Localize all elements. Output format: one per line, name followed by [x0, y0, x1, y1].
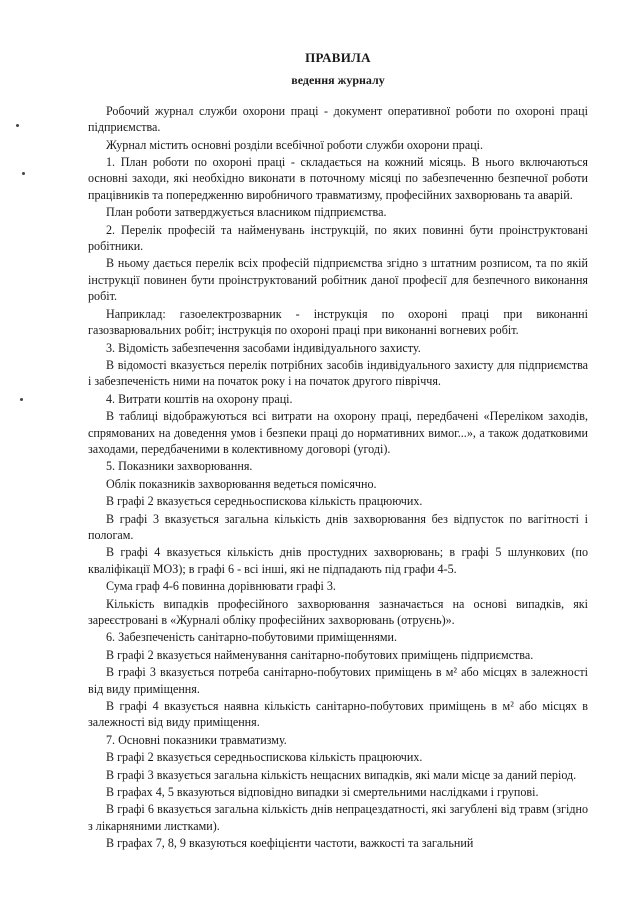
paragraph: В графах 7, 8, 9 вказуються коефіцієнти частоти, важкості та загальний [106, 836, 474, 851]
paragraph: 2. Перелік професій та найменувань інструкцій, по яких повинні бути проінструктовані робітники. [88, 222, 588, 254]
scan-speck [20, 398, 23, 401]
paragraph: В графі 2 вказується найменування санітарно-побутових приміщень підприємства. [106, 647, 534, 662]
paragraph: В відомості вказується перелік потрібних засобів індивідуального захисту для підприємства і забезпеченість ними на початок року і на початок другого півріччя. [88, 357, 588, 389]
paragraph: 5. Показники захворювання. [106, 459, 253, 474]
document-title: ПРАВИЛА [305, 50, 371, 65]
paragraph: В графі 4 вказується кількість днів простудних захворювань; в графі 5 шлункових (по кваліфікації МОЗ); в графі 6 - всі інші, які не підпадають під графи 4-5. [88, 545, 588, 576]
paragraph: В графі 3 вказується загальна кількість днів захворювання без відпусток по вагітності і пологам. [88, 511, 588, 542]
paragraph: В графі 2 вказується середньоспискова кількість працюючих. [106, 750, 423, 765]
paragraph: Журнал містить основні розділи всебічної роботи служби охорони праці. [106, 137, 484, 152]
paragraph: В ньому дається перелік всіх професій підприємства згідно з штатним розписом, та по якій інструкції повинен бути проінструктований робітник даної професії для безпечного виконання робіт. [88, 256, 588, 304]
paragraph: В графі 3 вказується загальна кількість нещасних випадків, які мали місце за даний період. [106, 767, 577, 782]
paragraph: 3. Відомість забезпечення засобами індивідуального захисту. [106, 340, 421, 355]
paragraph: В таблиці відображуються всі витрати на охорону праці, передбачені «Переліком заходів, спрямованих на доведення умов і безпеки праці до нормативних вимог...», а також додатковими заходами, передбаченими в колективному договорі (угоді). [88, 409, 588, 456]
scan-speck [22, 172, 25, 175]
paragraph: Облік показників захворювання ведеться помісячно. [106, 476, 377, 491]
paragraph: В графі 2 вказується середньоспискова кількість працюючих. [106, 494, 423, 509]
scan-speck [16, 124, 19, 127]
paragraph: 7. Основні показники травматизму. [106, 732, 287, 747]
paragraph: В графах 4, 5 вказуються відповідно випадки зі смертельними наслідками і групові. [106, 785, 539, 800]
paragraph: В графі 4 вказується наявна кількість санітарно-побутових приміщень в м² або місцях в залежності від виду приміщення. [88, 699, 588, 730]
document-page [88, 50, 588, 853]
paragraph: Кількість випадків професійного захворювання зазначається на основі випадків, які зареєстровані в «Журналі обліку професійних захворювань (отруєнь)». [88, 596, 588, 627]
paragraph: Робочий журнал служби охорони праці - документ оперативної роботи по охороні праці підприємства. [88, 103, 588, 135]
document-subtitle: ведення журналу [291, 73, 385, 88]
paragraph: План роботи затверджується власником підприємства. [106, 205, 387, 220]
paragraph: 1. План роботи по охороні праці - складається на кожний місяць. В нього включаються основні заходи, які необхідно виконати в поточному місяці по забезпеченню безпечної роботи працівників та попередженню виробничого травматизму, професійних захворювань та аварій. [88, 155, 588, 202]
paragraph: Наприклад: газоелектрозварник - інструкція по охороні праці при виконанні газозварювальних робіт; інструкція по охороні праці при виконанні вогневих робіт. [88, 306, 588, 338]
paragraph: В графі 6 вказується загальна кількість днів непрацездатності, які загублені від травм (згідно з лікарняними листками). [88, 802, 588, 833]
paragraph: В графі 3 вказується потреба санітарно-побутових приміщень в м² або місцях в залежності від виду приміщення. [88, 665, 588, 696]
paragraph: 4. Витрати коштів на охорону праці. [106, 391, 293, 406]
paragraph: 6. Забезпеченість санітарно-побутовими приміщеннями. [106, 630, 398, 645]
paragraph: Сума граф 4-6 повинна дорівнювати графі 3. [106, 579, 336, 594]
